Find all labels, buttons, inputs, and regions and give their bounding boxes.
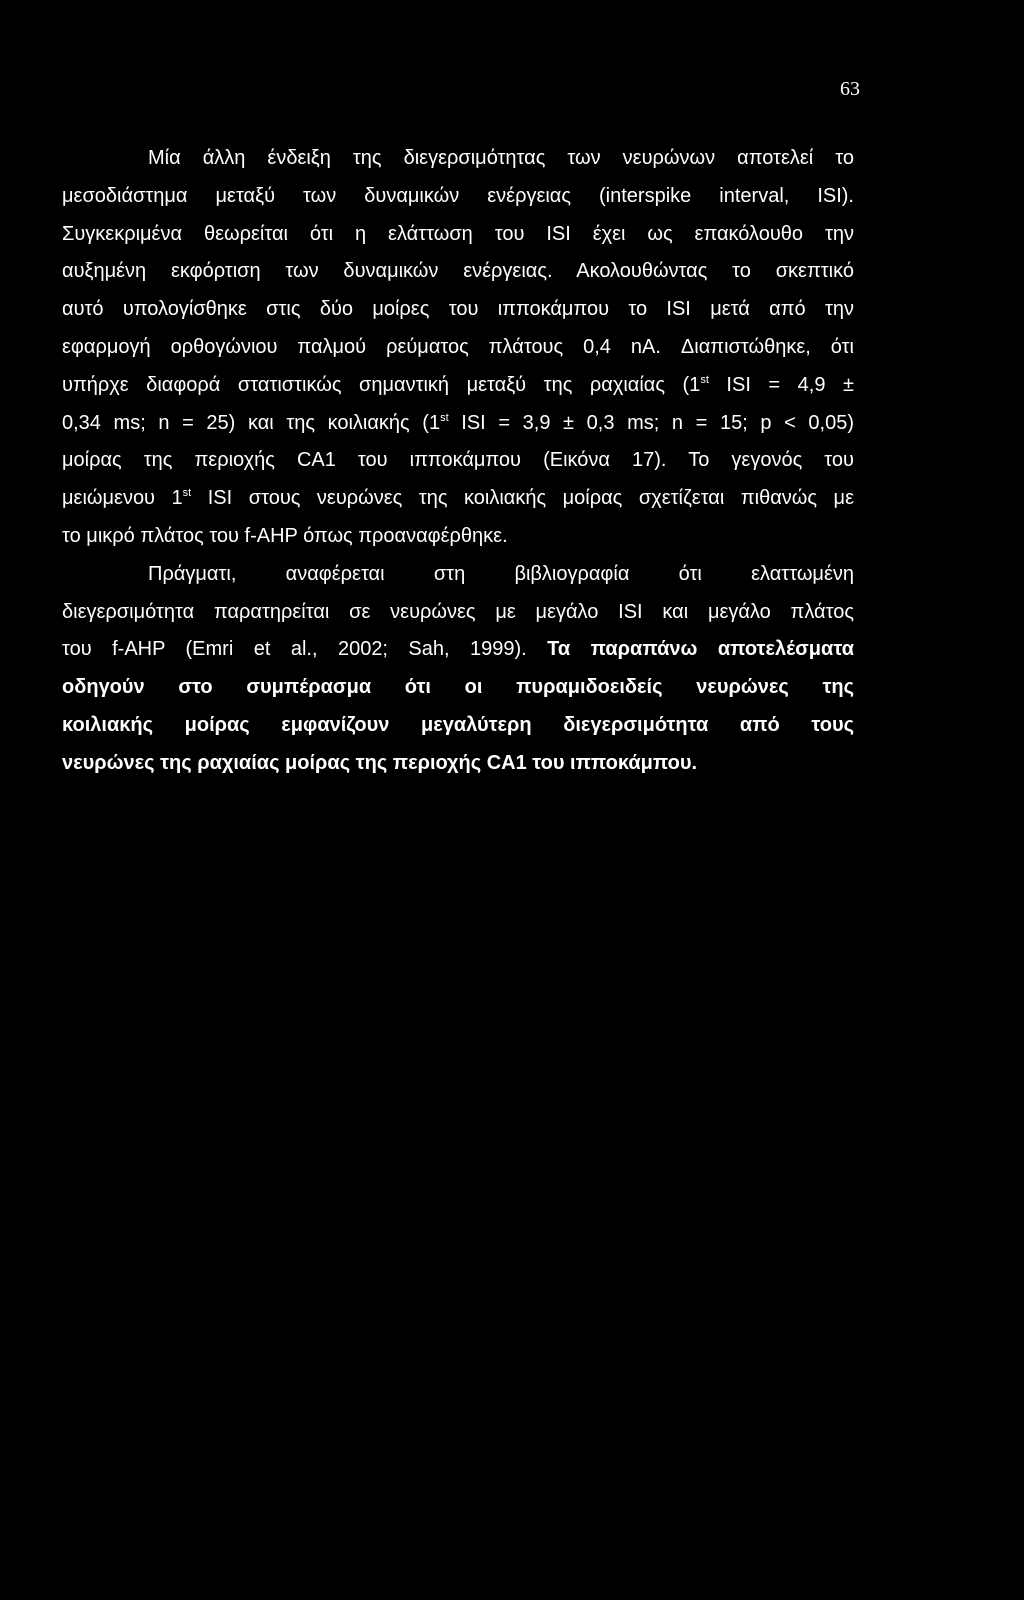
ordinal-superscript: st <box>700 373 709 386</box>
text-line-7 <box>62 367 854 405</box>
text-line-16: κοιλιακής μοίρας εμφανίζουν μεγαλύτερη διεγερσιμότητα από τους <box>62 713 854 736</box>
text-line-9: μοίρας της περιοχής CA1 του ιπποκάμπου (Εικόνα 17). Το γεγονός του <box>62 449 854 472</box>
text-line-10 <box>62 480 854 518</box>
text-line-7-end: ISI = 4,9 ± <box>708 373 854 396</box>
text-line-15: οδηγούν στο συμπέρασμα ότι οι πυραμιδοειδείς νευρώνες της <box>62 676 854 699</box>
text-line-14-start: του f-AHP (Emri et al., 2002; Sah, 1999). <box>62 638 548 661</box>
text-line-7-start: υπήρχε διαφορά στατιστικώς σημαντική μεταξύ της ραχιαίας (1 <box>62 373 701 396</box>
ordinal-superscript: st <box>182 487 192 500</box>
text-line-8 <box>62 405 854 443</box>
text-line-4: αυξημένη εκφόρτιση των δυναμικών ενέργειας. Ακολουθώντας το σκεπτικό <box>62 260 854 283</box>
text-line-5: αυτό υπολογίσθηκε στις δύο μοίρες του ιπποκάμπου το ISI μετά από την <box>62 298 854 321</box>
conclusion-start: Τα παραπάνω αποτελέσματα <box>547 638 854 661</box>
text-line-12: Πράγματι, αναφέρεται στη βιβλιογραφία ότι ελαττωμένη <box>148 562 854 585</box>
text-line-11: το μικρό πλάτος του f-AHP όπως προαναφέρθηκε. <box>62 524 508 547</box>
text-line-13: διεγερσιμότητα παρατηρείται σε νευρώνες με μεγάλο ISI και μεγάλο πλάτος <box>62 600 854 623</box>
text-line-14 <box>62 631 854 669</box>
text-line-8-start: 0,34 ms; n = 25) και της κοιλιακής (1 <box>62 411 441 434</box>
body-text <box>62 140 854 783</box>
text-line-17: νευρώνες της ραχιαίας μοίρας της περιοχής CA1 του ιπποκάμπου. <box>62 751 698 774</box>
page-number: 63 <box>840 78 860 100</box>
ordinal-superscript: st <box>440 411 449 424</box>
text-line-10-end: ISI στους νευρώνες της κοιλιακής μοίρας σχετίζεται πιθανώς με <box>191 487 854 510</box>
text-line-3: Συγκεκριμένα θεωρείται ότι η ελάττωση του ISI έχει ως επακόλουθο την <box>62 222 854 245</box>
text-line-6: εφαρμογή ορθογώνιου παλμού ρεύματος πλάτους 0,4 nA. Διαπιστώθηκε, ότι <box>62 335 854 358</box>
text-line-10-start: μειώμενου 1 <box>62 487 183 510</box>
text-line-1: Μία άλλη ένδειξη της διεγερσιμότητας των νευρώνων αποτελεί το <box>148 147 854 169</box>
text-line-8-end: ISI = 3,9 ± 0,3 ms; n = 15; p < 0,05) <box>448 411 854 434</box>
text-line-2: μεσοδιάστημα μεταξύ των δυναμικών ενέργειας (interspike interval, ISI). <box>62 184 854 207</box>
